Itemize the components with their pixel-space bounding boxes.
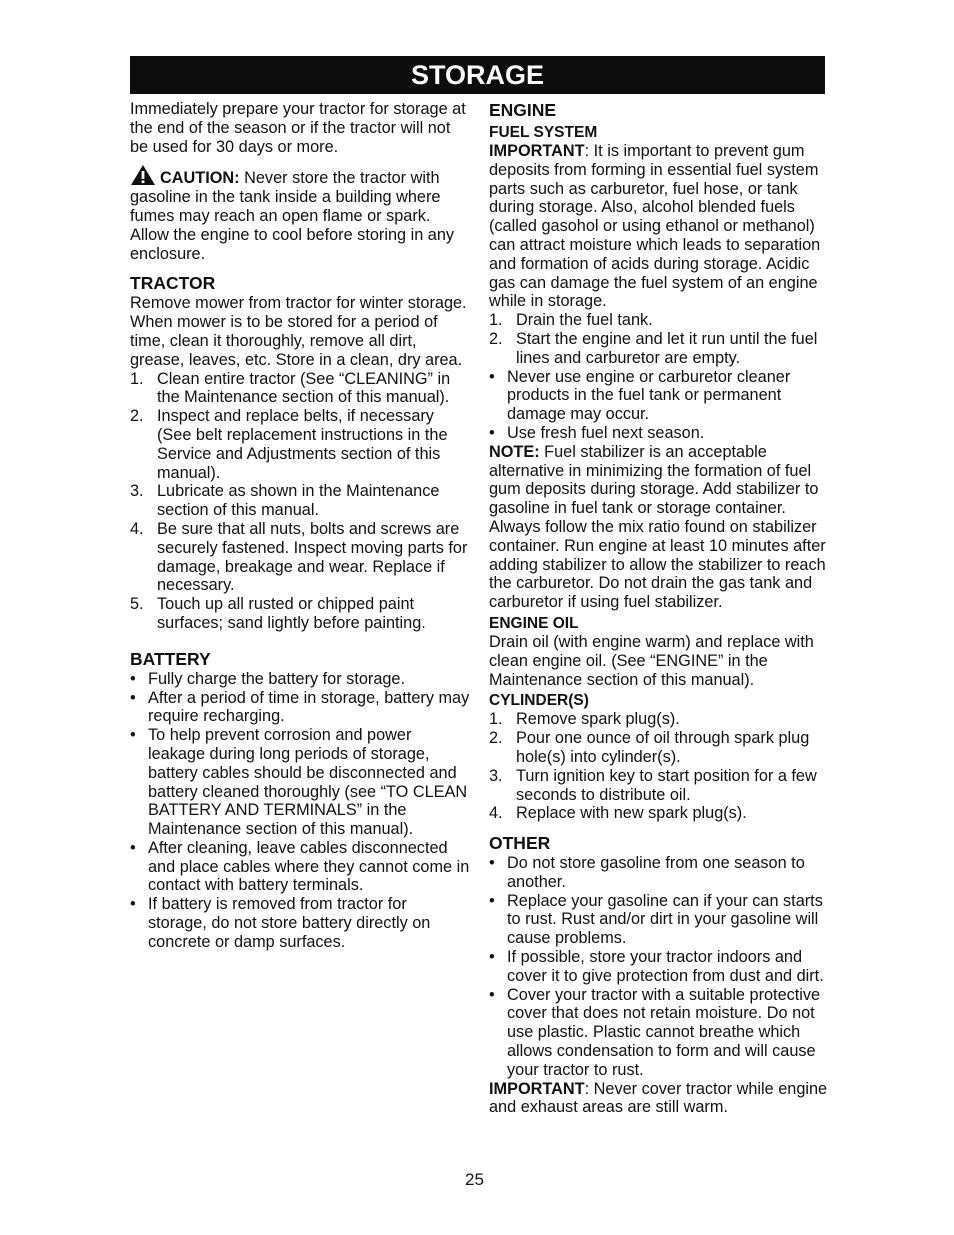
other-important-paragraph: IMPORTANT: Never cover tractor while engine and exhaust areas are still warm. [489, 1079, 828, 1117]
tractor-body: Remove mower from tractor for winter storage. When mower is to be stored for a period of time, clean it thoroughly, remove all dirt, grease, leaves, etc. Store in a clean, dry area. [130, 294, 467, 369]
engine-heading: ENGINE [489, 100, 557, 120]
list-item: • Cover your tractor with a suitable protective cover that does not retain moisture. Do not use plastic. Plastic cannot breathe which allows condensation to form and will cause your tractor to rust. [489, 985, 821, 1079]
page-title: STORAGE [410, 59, 545, 90]
fuel-system-heading: FUEL SYSTEM [489, 124, 598, 141]
battery-list [130, 670, 470, 952]
note-paragraph: NOTE: Fuel stabilizer is an acceptable alternative in minimizing the formation of fuel gum deposits during storage. Add stabilizer to gasoline in fuel tank or storage container. Always follow the mix ratio found on stabilizer container. Run engine at least 10 minutes after adding stabilizer to allow the stabilizer to reach the carburetor. Do not drain the gas tank and carburetor if using fuel stabilizer. [489, 442, 826, 612]
left-column [130, 100, 470, 952]
list-item: • Never use engine or carburetor cleaner products in the fuel tank or permanent damage may occur. [489, 367, 791, 424]
important-label: IMPORTANT [489, 1079, 585, 1098]
list-item: 2. Start the engine and let it run until the fuel lines and carburetor are empty. [489, 329, 818, 367]
list-item: 4. Replace with new spark plug(s). [489, 804, 747, 823]
battery-heading: BATTERY [130, 648, 211, 669]
right-column [489, 100, 829, 1117]
list-item: 1. Clean entire tractor (See “CLEANING” in the Maintenance section of this manual). [130, 369, 451, 407]
fuel-bullets [489, 368, 829, 443]
list-item: 2. Pour one ounce of oil through spark plug hole(s) into cylinder(s). [489, 729, 810, 766]
list-item: 3. Turn ignition key to start position for a few seconds to distribute oil. [489, 766, 817, 804]
caution-text: Never store the tractor with gasoline in the tank inside a building where fumes may reach an open flame or spark. Allow the engine to cool before storing in any enclosure. [130, 169, 455, 263]
page-number: 25 [465, 1170, 484, 1189]
list-item: • Fully charge the battery for storage. [130, 669, 406, 688]
intro-paragraph: Immediately prepare your tractor for storage at the end of the season or if the tractor will not be used for 30 days or more. [130, 100, 466, 156]
cylinders-heading: CYLINDER(S) [489, 692, 589, 710]
fuel-steps [489, 311, 829, 367]
list-item: • Use fresh fuel next season. [489, 423, 705, 442]
caution-label: CAUTION: [160, 169, 240, 188]
tractor-steps [130, 370, 470, 633]
engine-oil-text: Drain oil (with engine warm) and replace with clean engine oil. (See “ENGINE” in the Maintenance section of this manual). [489, 632, 814, 689]
list-item: 1. Remove spark plug(s). [489, 710, 680, 729]
list-item: 2. Inspect and replace belts, if necessary (See belt replacement instructions in the Service and Adjustments section of this manual). [130, 407, 448, 482]
list-item: • Replace your gasoline can if your can starts to rust. Rust and/or dirt in your gasoline will cause problems. [489, 891, 823, 948]
list-item: • If possible, store your tractor indoors and cover it to give protection from dust and dirt. [489, 948, 824, 985]
list-item: • If battery is removed from tractor for storage, do not store battery directly on concrete or damp surfaces. [130, 895, 431, 951]
engine-oil-heading: ENGINE OIL [489, 614, 579, 632]
other-heading: OTHER [489, 833, 551, 854]
list-item: • After cleaning, leave cables disconnected and place cables where they cannot come in contact with battery terminals. [130, 838, 470, 895]
list-item: 1. Drain the fuel tank. [489, 311, 653, 330]
page-title-banner [130, 56, 825, 94]
caution-paragraph [130, 164, 470, 263]
cylinder-steps [489, 710, 829, 823]
important-label: IMPORTANT [489, 142, 585, 160]
list-item: 3. Lubricate as shown in the Maintenance section of this manual. [130, 482, 440, 520]
other-list [489, 854, 829, 1080]
note-label: NOTE: [489, 442, 540, 461]
fuel-important-paragraph: IMPORTANT: It is important to prevent gum deposits from forming in essential fuel system parts such as carburetor, fuel hose, or tank during storage. Also, alcohol blended fuels (called gasohol or using ethanol or methanol) can attract moisture which leads to separation and formation of acids during storage. Acidic gas can damage the fuel system of an engine while in storage. [489, 142, 821, 311]
list-item: 5. Touch up all rusted or chipped paint surfaces; sand lightly before painting. [130, 595, 426, 632]
list-item: • Do not store gasoline from one season to another. [489, 854, 805, 891]
tractor-heading: TRACTOR [130, 273, 216, 294]
list-item: 4. Be sure that all nuts, bolts and screws are securely fastened. Inspect moving parts for damage, breakage and wear. Replace if necessary. [130, 519, 468, 595]
warning-triangle-icon [130, 164, 156, 186]
list-item: • After a period of time in storage, battery may require recharging. [130, 688, 470, 726]
list-item: • To help prevent corrosion and power leakage during long periods of storage, battery cables should be disconnected and battery cleaned thoroughly (see “TO CLEAN BATTERY AND TERMINALS” in the Maintenance section of this manual). [130, 726, 468, 839]
